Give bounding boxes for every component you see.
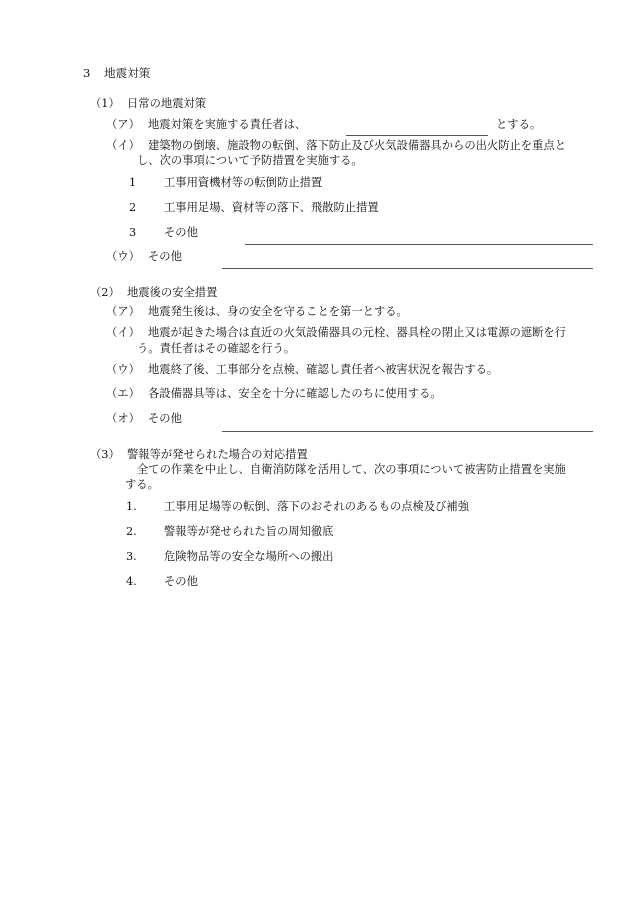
s1-i-line1: 建築物の倒壊、施設物の転倒、落下防止及び火気設備器具からの出火防止を重点と — [148, 139, 566, 152]
s2-i-marker: （イ） — [106, 326, 140, 339]
s3-para-line2: する。 — [125, 478, 159, 491]
s3-item-2-text: 警報等が発せられた旨の周知徹底 — [164, 525, 334, 538]
s2-title: 地震後の安全措置 — [127, 286, 218, 299]
s1-u-text: その他 — [148, 250, 182, 263]
s2-i-line2: う。責任者はその確認を行う。 — [137, 342, 296, 355]
s3-item-3-num: 3. — [126, 550, 137, 563]
s1-u-blank — [222, 268, 593, 269]
s1-marker: （1） — [90, 97, 120, 110]
s1-title: 日常の地震対策 — [127, 97, 207, 110]
s1-item-2-num: 2 — [129, 201, 137, 214]
s2-e-marker: （エ） — [106, 387, 140, 400]
section-number: 3 — [83, 66, 91, 80]
s2-o-blank — [222, 431, 593, 432]
s1-u-marker: （ウ） — [106, 250, 140, 263]
s1-item-3-blank — [245, 244, 593, 245]
responsible-person-blank — [346, 135, 488, 136]
s2-o-text: その他 — [148, 412, 182, 425]
s2-a-marker: （ア） — [106, 305, 140, 318]
s1-i-line2: し、次の事項について予防措置を実施する。 — [137, 154, 363, 167]
s1-item-2-text: 工事用足場、資材等の落下、飛散防止措置 — [164, 201, 379, 214]
s3-marker: （3） — [90, 448, 120, 461]
s2-u-marker: （ウ） — [106, 363, 140, 376]
s1-i-marker: （イ） — [106, 139, 140, 152]
s2-e-text: 各設備器具等は、安全を十分に確認したのちに使用する。 — [148, 387, 442, 400]
s1-item-1-num: 1 — [129, 176, 137, 189]
s2-i-line1: 地震が起きた場合は直近の火気設備器具の元栓、器具栓の閉止又は電源の遮断を行 — [148, 326, 566, 339]
s3-item-4-text: その他 — [164, 575, 198, 588]
s2-o-marker: （オ） — [106, 412, 140, 425]
s3-item-3-text: 危険物品等の安全な場所への搬出 — [164, 550, 334, 563]
s3-item-2-num: 2. — [126, 525, 137, 538]
s3-item-1-num: 1. — [126, 500, 137, 513]
s2-a-text: 地震発生後は、身の安全を守ることを第一とする。 — [148, 305, 408, 318]
s2-marker: （2） — [90, 286, 120, 299]
s2-u-text: 地震終了後、工事部分を点検、確認し責任者へ被害状況を報告する。 — [148, 363, 499, 376]
s1-item-3-num: 3 — [129, 226, 137, 239]
s3-title: 警報等が発せられた場合の対応措置 — [127, 448, 308, 461]
s1-item-3-text: その他 — [164, 226, 198, 239]
s1-a-text: 地震対策を実施する責任者は、 — [148, 118, 307, 131]
section-title: 地震対策 — [104, 66, 151, 80]
s3-item-1-text: 工事用足場等の転倒、落下のおそれのあるもの点検及び補強 — [164, 500, 470, 513]
s1-item-1-text: 工事用資機材等の転倒防止措置 — [164, 176, 323, 189]
s1-a-marker: （ア） — [106, 118, 140, 131]
s3-para-line1: 全ての作業を中止し、自衛消防隊を活用して、次の事項について被害防止措置を実施 — [137, 463, 566, 476]
s3-item-4-num: 4. — [126, 575, 137, 588]
s1-a-text-end: とする。 — [496, 118, 542, 131]
